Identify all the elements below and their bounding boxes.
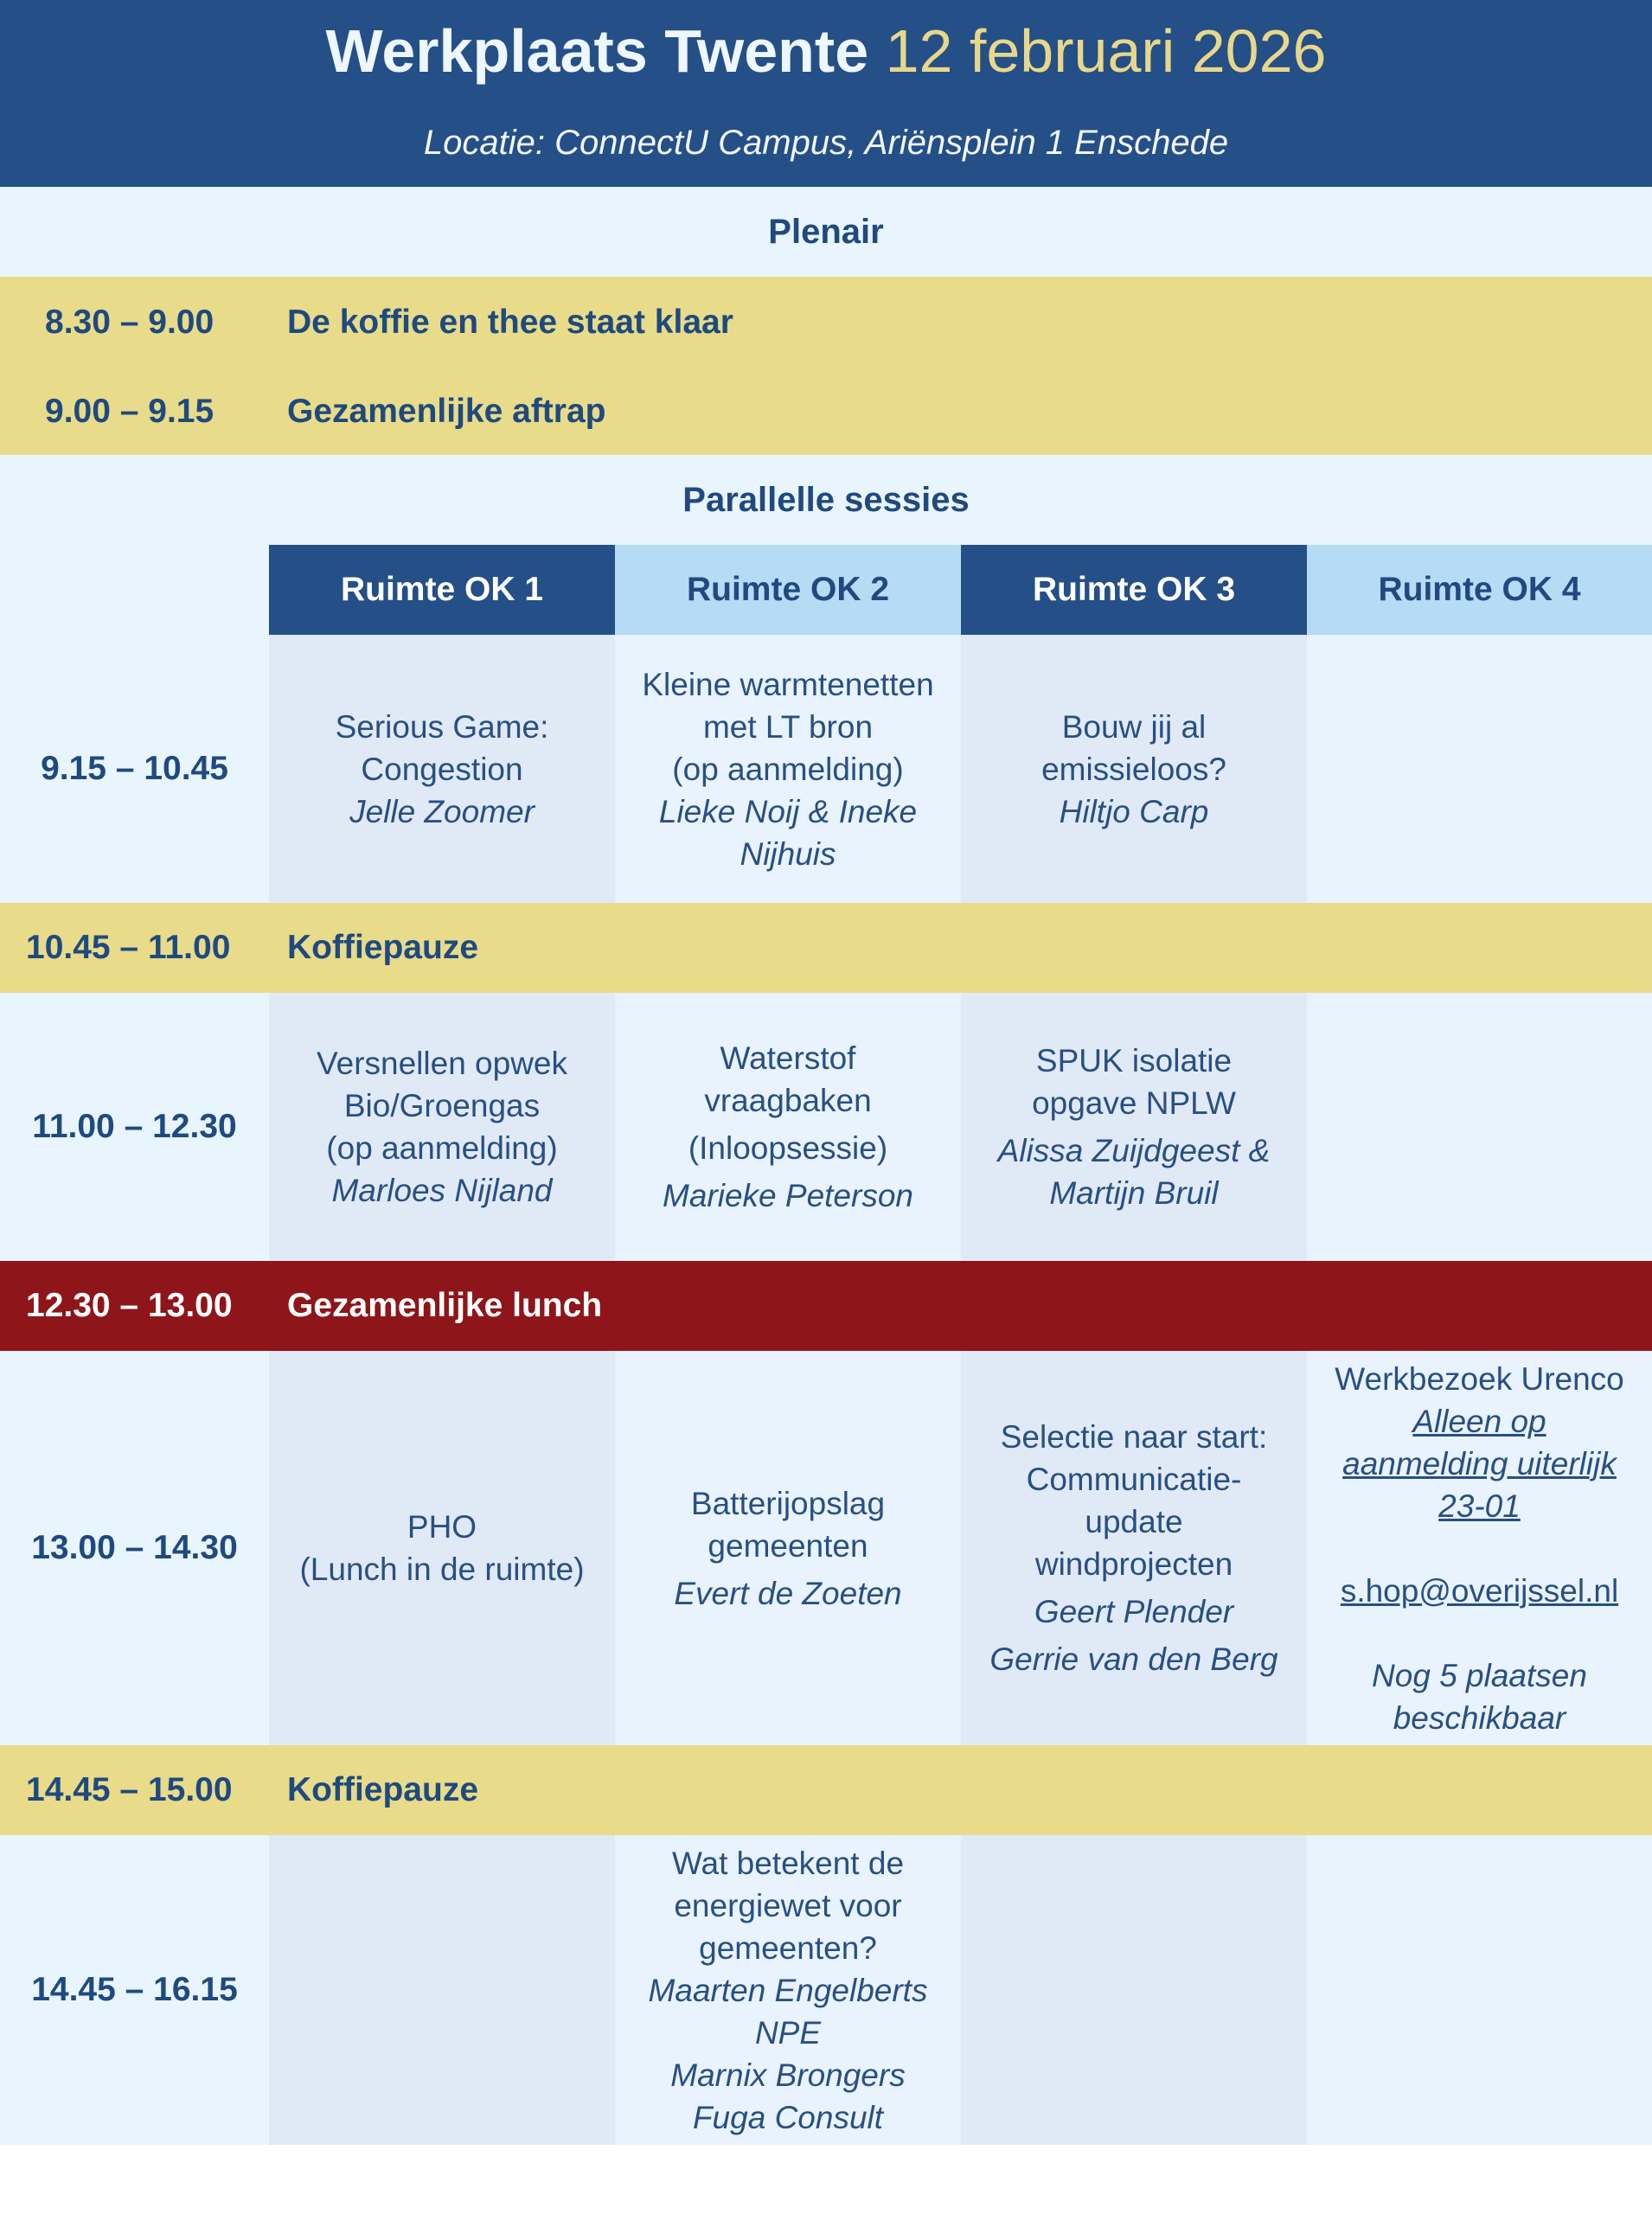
slot-time: 14.45 – 16.15 <box>31 1971 238 2008</box>
session-title: Werkbezoek Urenco <box>1335 1360 1624 1397</box>
room-header-ok4 <box>1307 545 1652 635</box>
slot-time: 13.00 – 14.30 <box>31 1529 238 1566</box>
session-cell <box>615 993 961 1261</box>
session-speaker: Nijhuis <box>740 835 836 872</box>
registration-note: Alleen op <box>1412 1403 1546 1439</box>
session-speaker: Jelle Zoomer <box>349 793 535 829</box>
section-title: Parallelle sessies <box>682 480 970 519</box>
row-time: 14.45 – 15.00 <box>26 1771 233 1808</box>
seats-note: Nog 5 plaatsen <box>1372 1657 1587 1693</box>
room-label: Ruimte OK 1 <box>340 571 544 608</box>
row-label: Gezamenlijke aftrap <box>287 393 606 430</box>
session-cell <box>615 1351 961 1745</box>
session-cell-empty <box>1307 635 1652 903</box>
session-organisation: Fuga Consult <box>692 2099 884 2135</box>
session-title: Batterijopslag <box>690 1485 886 1521</box>
session-title: windprojecten <box>1034 1546 1233 1582</box>
row-label: Koffiepauze <box>287 929 479 966</box>
page-title <box>0 12 1652 90</box>
row-time: 12.30 – 13.00 <box>26 1287 233 1324</box>
session-title: Bouw jij al <box>1061 708 1207 745</box>
lunch-row <box>0 1261 1652 1351</box>
event-date: 12 februari 2026 <box>885 17 1327 85</box>
row-label: Koffiepauze <box>287 1771 479 1808</box>
break-row <box>0 903 1652 993</box>
session-title: Congestion <box>361 751 523 787</box>
session-speaker: Marieke Peterson <box>663 1178 913 1213</box>
session-cell-empty <box>1307 1835 1652 2145</box>
room-label: Ruimte OK 3 <box>1032 571 1236 608</box>
parallel-header <box>0 455 1652 545</box>
session-speaker: Hiltjo Carp <box>1059 793 1209 829</box>
row-time: 10.45 – 11.00 <box>26 929 231 966</box>
row-time: 9.00 – 9.15 <box>45 393 215 430</box>
room-header-ok1 <box>269 545 615 635</box>
session-title: Versnellen opwek <box>316 1046 568 1081</box>
session-speaker: Gerrie van den Berg <box>989 1641 1278 1677</box>
session-title: met LT bron <box>702 708 874 745</box>
session-speaker: Marnix Brongers <box>670 2057 906 2093</box>
email-link[interactable]: s.hop@overijssel.nl <box>1340 1572 1619 1609</box>
room-label: Ruimte OK 2 <box>686 571 890 608</box>
session-speaker: Geert Plender <box>1034 1594 1234 1629</box>
session-title: Waterstof <box>720 1040 856 1076</box>
slot-time: 9.15 – 10.45 <box>41 750 228 787</box>
event-name: Werkplaats Twente <box>325 17 869 85</box>
session-title: Wat betekent de <box>671 1845 905 1881</box>
session-cell <box>961 1351 1307 1745</box>
session-cell <box>269 1351 615 1745</box>
slot-time: 11.00 – 12.30 <box>32 1108 237 1145</box>
session-cell <box>615 635 961 903</box>
session-cell-empty <box>269 1835 615 2145</box>
session-note: (op aanmelding) <box>672 751 904 787</box>
session-speaker: Martijn Bruil <box>1049 1175 1219 1211</box>
session-title: energiewet voor <box>674 1887 902 1923</box>
session-title: vraagbaken <box>704 1083 872 1118</box>
break-row <box>0 1745 1652 1835</box>
session-cell <box>1307 1351 1652 1745</box>
session-cell-empty <box>1307 993 1652 1261</box>
row-label: Gezamenlijke lunch <box>287 1287 603 1324</box>
session-title: gemeenten? <box>699 1929 877 1966</box>
row-label: De koffie en thee staat klaar <box>287 304 733 341</box>
session-note: (Lunch in de ruimte) <box>299 1552 585 1587</box>
row-time: 8.30 – 9.00 <box>45 304 215 341</box>
session-speaker: Marloes Nijland <box>331 1173 553 1208</box>
session-speaker: Evert de Zoeten <box>674 1575 902 1611</box>
session-speaker: Maarten Engelberts <box>648 1972 928 2008</box>
room-header-ok3 <box>961 545 1307 635</box>
session-cell-empty <box>961 1835 1307 2145</box>
registration-note: 23-01 <box>1438 1488 1521 1524</box>
session-cell <box>961 635 1307 903</box>
room-label: Ruimte OK 4 <box>1378 571 1581 608</box>
session-note: (op aanmelding) <box>326 1130 558 1166</box>
session-title: emissieloos? <box>1041 751 1226 787</box>
plenair-header <box>0 187 1652 277</box>
room-header-ok2 <box>615 545 961 635</box>
session-title: Bio/Groengas <box>343 1088 541 1123</box>
plenair-rows <box>0 277 1652 455</box>
session-title: update <box>1085 1504 1183 1539</box>
session-cell <box>269 635 615 903</box>
session-title: Serious Game: <box>335 708 549 745</box>
session-organisation: NPE <box>754 2014 822 2051</box>
session-title: gemeenten <box>708 1527 868 1564</box>
seats-note: beschikbaar <box>1393 1699 1566 1736</box>
session-title: Kleine warmtenetten <box>642 666 934 702</box>
session-title: Selectie naar start: <box>1000 1419 1268 1455</box>
session-title: SPUK isolatie <box>1035 1043 1233 1078</box>
session-speaker: Lieke Noij & Ineke <box>658 793 918 829</box>
session-cell <box>615 1835 961 2145</box>
session-cell <box>961 993 1307 1261</box>
session-title: PHO <box>407 1509 477 1545</box>
session-note: (Inloopsessie) <box>688 1130 888 1166</box>
session-speaker: Alissa Zuijdgeest & <box>997 1133 1271 1168</box>
section-title: Plenair <box>768 212 884 251</box>
registration-note: aanmelding uiterlijk <box>1342 1445 1617 1481</box>
session-cell <box>269 993 615 1261</box>
event-location: Locatie: ConnectU Campus, Ariënsplein 1 Enschede <box>423 124 1229 162</box>
session-title: Communicatie- <box>1026 1462 1242 1497</box>
session-title: opgave NPLW <box>1032 1085 1236 1121</box>
